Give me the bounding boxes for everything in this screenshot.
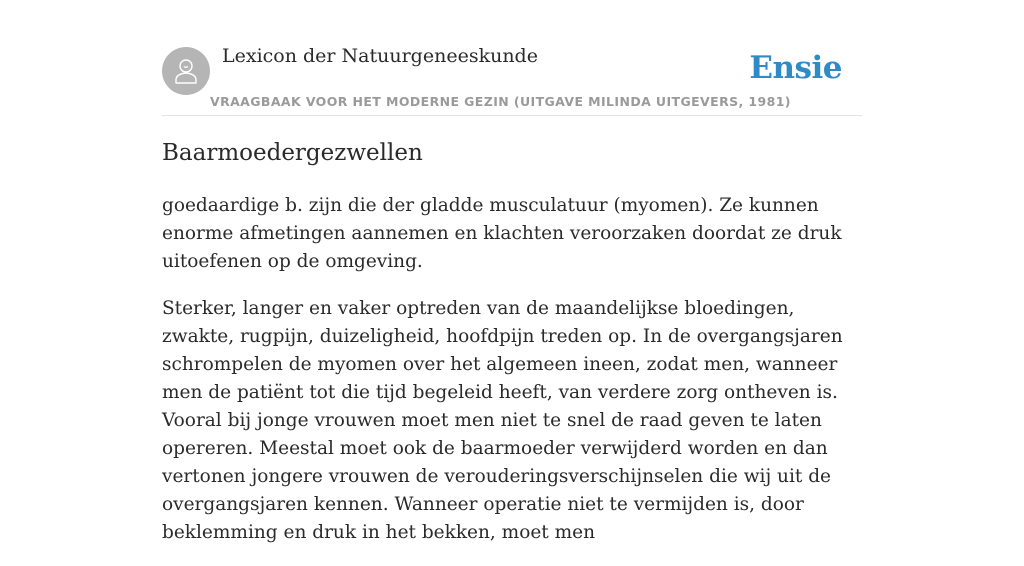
book-title-link[interactable]: Lexicon der Natuurgeneeskunde [222, 45, 538, 67]
brand-logo[interactable]: Ensie [749, 50, 842, 86]
entry-paragraph: Sterker, langer en vaker optreden van de maandelijkse bloedingen, zwakte, rugpijn, duizeligheid, hoofdpijn treden op. In de overgangsjaren schrompelen de myomen over het algemeen ineen, zodat men, wanneer men de patiënt tot die tijd begeleid heeft, van verdere zorg ontheven is. Vooral bij jonge vrouwen moet men niet te snel de raad geven te laten opereren. Meestal moet ook de baarmoeder verwijderd worden en dan vertonen jongere vrouwen de verouderingsverschijnselen die wij uit de overgangsjaren kennen. Wanneer operatie niet te vermijden is, door beklemming en druk in het bekken, moet men [162, 298, 843, 543]
entry-title: Baarmoedergezwellen [162, 140, 423, 166]
entry-paragraph: goedaardige b. zijn die der gladde musculatuur (myomen). Ze kunnen enorme afmetingen aannemen en klachten veroorzaken doordat ze druk uitoefenen op de omgeving. [162, 195, 842, 272]
user-icon [171, 56, 201, 86]
book-subtitle: VRAAGBAAK VOOR HET MODERNE GEZIN (UITGAVE MILINDA UITGEVERS, 1981) [210, 94, 791, 109]
entry-content [162, 192, 862, 566]
page [162, 0, 862, 543]
header [162, 0, 862, 116]
avatar[interactable] [162, 47, 210, 95]
